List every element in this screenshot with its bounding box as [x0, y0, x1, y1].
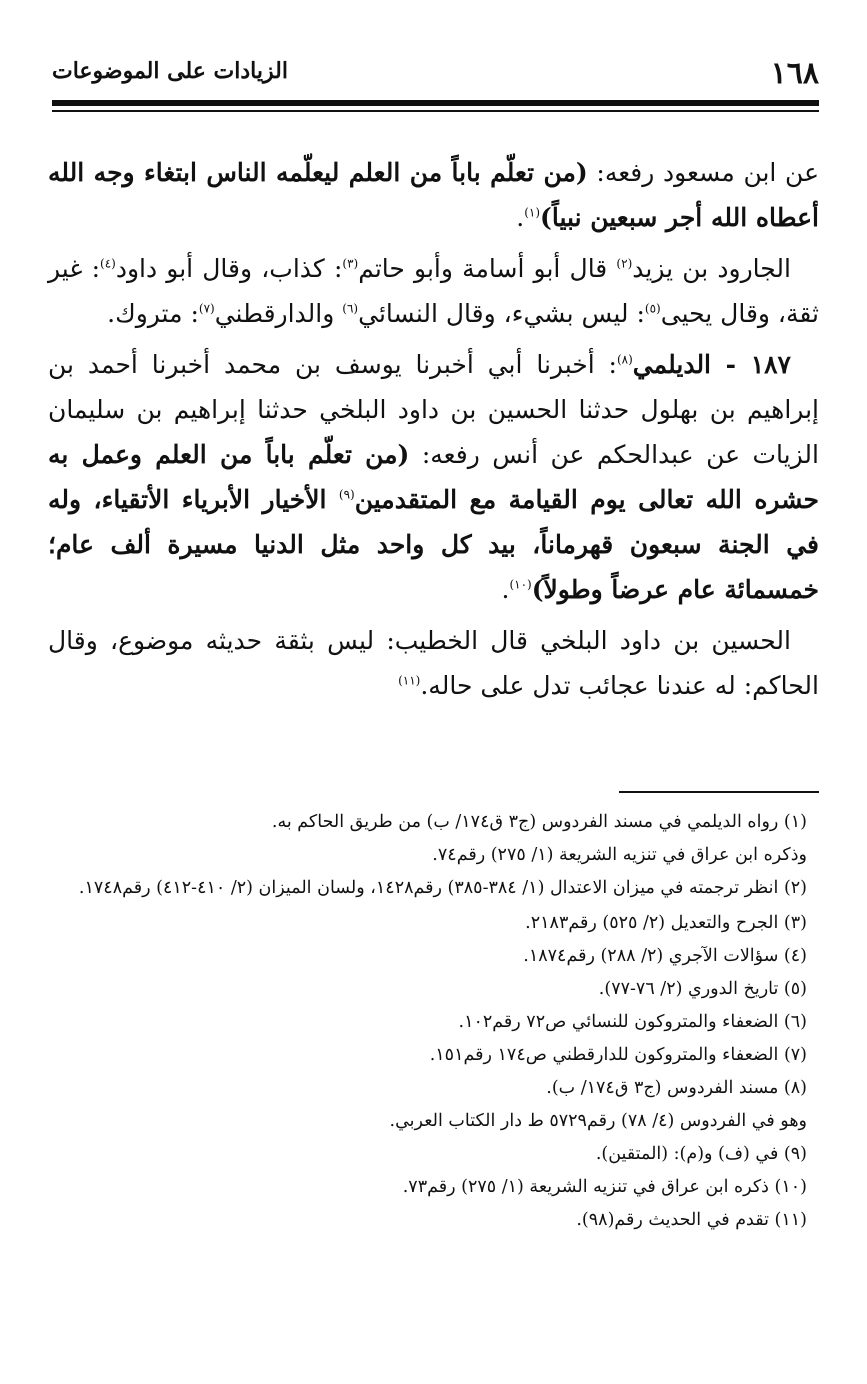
paragraph-entry-187	[48, 342, 819, 612]
footnote-line: (١٠) ذكره ابن عراق في تنزيه الشريعة (١/ ٢٧٥) رقم٧٣.	[402, 1177, 807, 1197]
running-title: الزيادات على الموضوعات	[52, 58, 288, 84]
footnote-line: (٢) انظر ترجمته في ميزان الاعتدال (١/ ٣٨٤-٣٨٥) رقم١٤٢٨، ولسان الميزان (٢/ ٤١٠-٤١٢) رقم١٧٤٨.	[78, 878, 807, 898]
page-header	[52, 52, 819, 96]
paragraph-hadith-ibn-masud	[48, 150, 819, 240]
entry-label: ١٨٧ - الديلمي	[632, 350, 791, 379]
footnote-line: (٨) مسند الفردوس (ج٣ ق١٧٤/ ب).	[546, 1078, 807, 1098]
footnote-line: (٦) الضعفاء والمتروكون للنسائي ص٧٢ رقم١٠٢.	[458, 1012, 807, 1032]
footnote-ref: (٧)	[198, 301, 215, 316]
footnote-line: (٥) تاريخ الدوري (٢/ ٧٦-٧٧).	[598, 979, 807, 999]
paragraph-text: الجارود بن يزيد	[632, 254, 791, 283]
paragraph-text: .	[516, 203, 525, 232]
footnote-line: (٤) سؤالات الآجري (٢/ ٢٨٨) رقم١٨٧٤.	[523, 946, 807, 966]
paragraph-text: : كذاب، وقال أبو داود	[115, 254, 343, 283]
footnote-line: وذكره ابن عراق في تنزيه الشريعة (١/ ٢٧٥) رقم٧٤.	[432, 845, 807, 865]
footnote-ref: (٢)	[616, 256, 633, 271]
paragraph-text: : غير ثقة، وقال يحيى	[48, 254, 819, 328]
footnote-ref: (١)	[524, 205, 541, 220]
page-number: ١٦٨	[770, 56, 819, 91]
hadith-text: (من تعلّم باباً من العلم ليعلّمه الناس ابتغاء وجه الله أعطاه الله أجر سبعين نبياً)	[48, 158, 819, 232]
footnote-ref: (٨)	[616, 352, 633, 367]
main-text	[48, 150, 819, 714]
paragraph-text: والدارقطني	[214, 299, 343, 328]
header-rule-thick	[52, 100, 819, 106]
header-rule-thin	[52, 110, 819, 112]
footnote-line: (٣) الجرح والتعديل (٢/ ٥٢٥) رقم٢١٨٣.	[525, 913, 807, 933]
footnote-ref: (١١)	[398, 673, 421, 688]
footnotes	[48, 806, 807, 1237]
footnote-line: وهو في الفردوس (٤/ ٧٨) رقم٥٧٢٩ ط دار الكتاب العربي.	[389, 1111, 807, 1131]
footnote-line: (٩) في (ف) و(م): (المتقين).	[595, 1144, 807, 1164]
footnote-ref: (١٠)	[509, 577, 532, 592]
paragraph-al-husayn	[48, 618, 819, 708]
paragraph-text: : ليس بشيء، وقال النسائي	[358, 299, 645, 328]
paragraph-text: عن ابن مسعود رفعه:	[587, 158, 819, 187]
paragraph-text: : متروك.	[107, 299, 199, 328]
isnad-text: : أخبرنا أبي أخبرنا يوسف بن محمد أخبرنا أحمد بن إبراهيم بن بهلول حدثنا الحسين بن داود البلخي حدثنا إبراهيم بن سليمان الزيات عن عبدالحكم عن أنس رفعه:	[48, 350, 819, 469]
footnote-ref: (٤)	[100, 256, 116, 271]
footnote-ref: (٥)	[644, 301, 661, 316]
footnote-ref: (٦)	[342, 301, 359, 316]
paragraph-text: الحسين بن داود البلخي قال الخطيب: ليس بثقة حديثه موضوع، وقال الحاكم: له عندنا عجائب تدل على حاله.	[48, 626, 819, 700]
paragraph-narrator-critique	[48, 246, 819, 336]
hadith-text: الأخيار الأبرياء الأتقياء، وله في الجنة سبعون قهرماناً، بيد كل واحد مثل الدنيا مسيرة ألف عام؛ خمسمائة عام عرضاً وطولاً)	[48, 485, 819, 604]
footnote-ref: (٣)	[342, 256, 359, 271]
footnote-ref: (٩)	[338, 487, 355, 502]
footnote-line: (١) رواه الديلمي في مسند الفردوس (ج٣ ق١٧٤/ ب) من طريق الحاكم به.	[271, 812, 807, 832]
hadith-text: (من تعلّم باباً من العلم وعمل به حشره الله تعالى يوم القيامة مع المتقدمين	[48, 440, 819, 514]
paragraph-text: قال أبو أسامة وأبو حاتم	[358, 254, 617, 283]
footnote-line: (١١) تقدم في الحديث رقم(٩٨).	[576, 1210, 807, 1230]
paragraph-text: .	[501, 575, 510, 604]
footnote-line: (٧) الضعفاء والمتروكون للدارقطني ص١٧٤ رقم١٥١.	[429, 1045, 807, 1065]
footnote-separator	[619, 791, 819, 793]
